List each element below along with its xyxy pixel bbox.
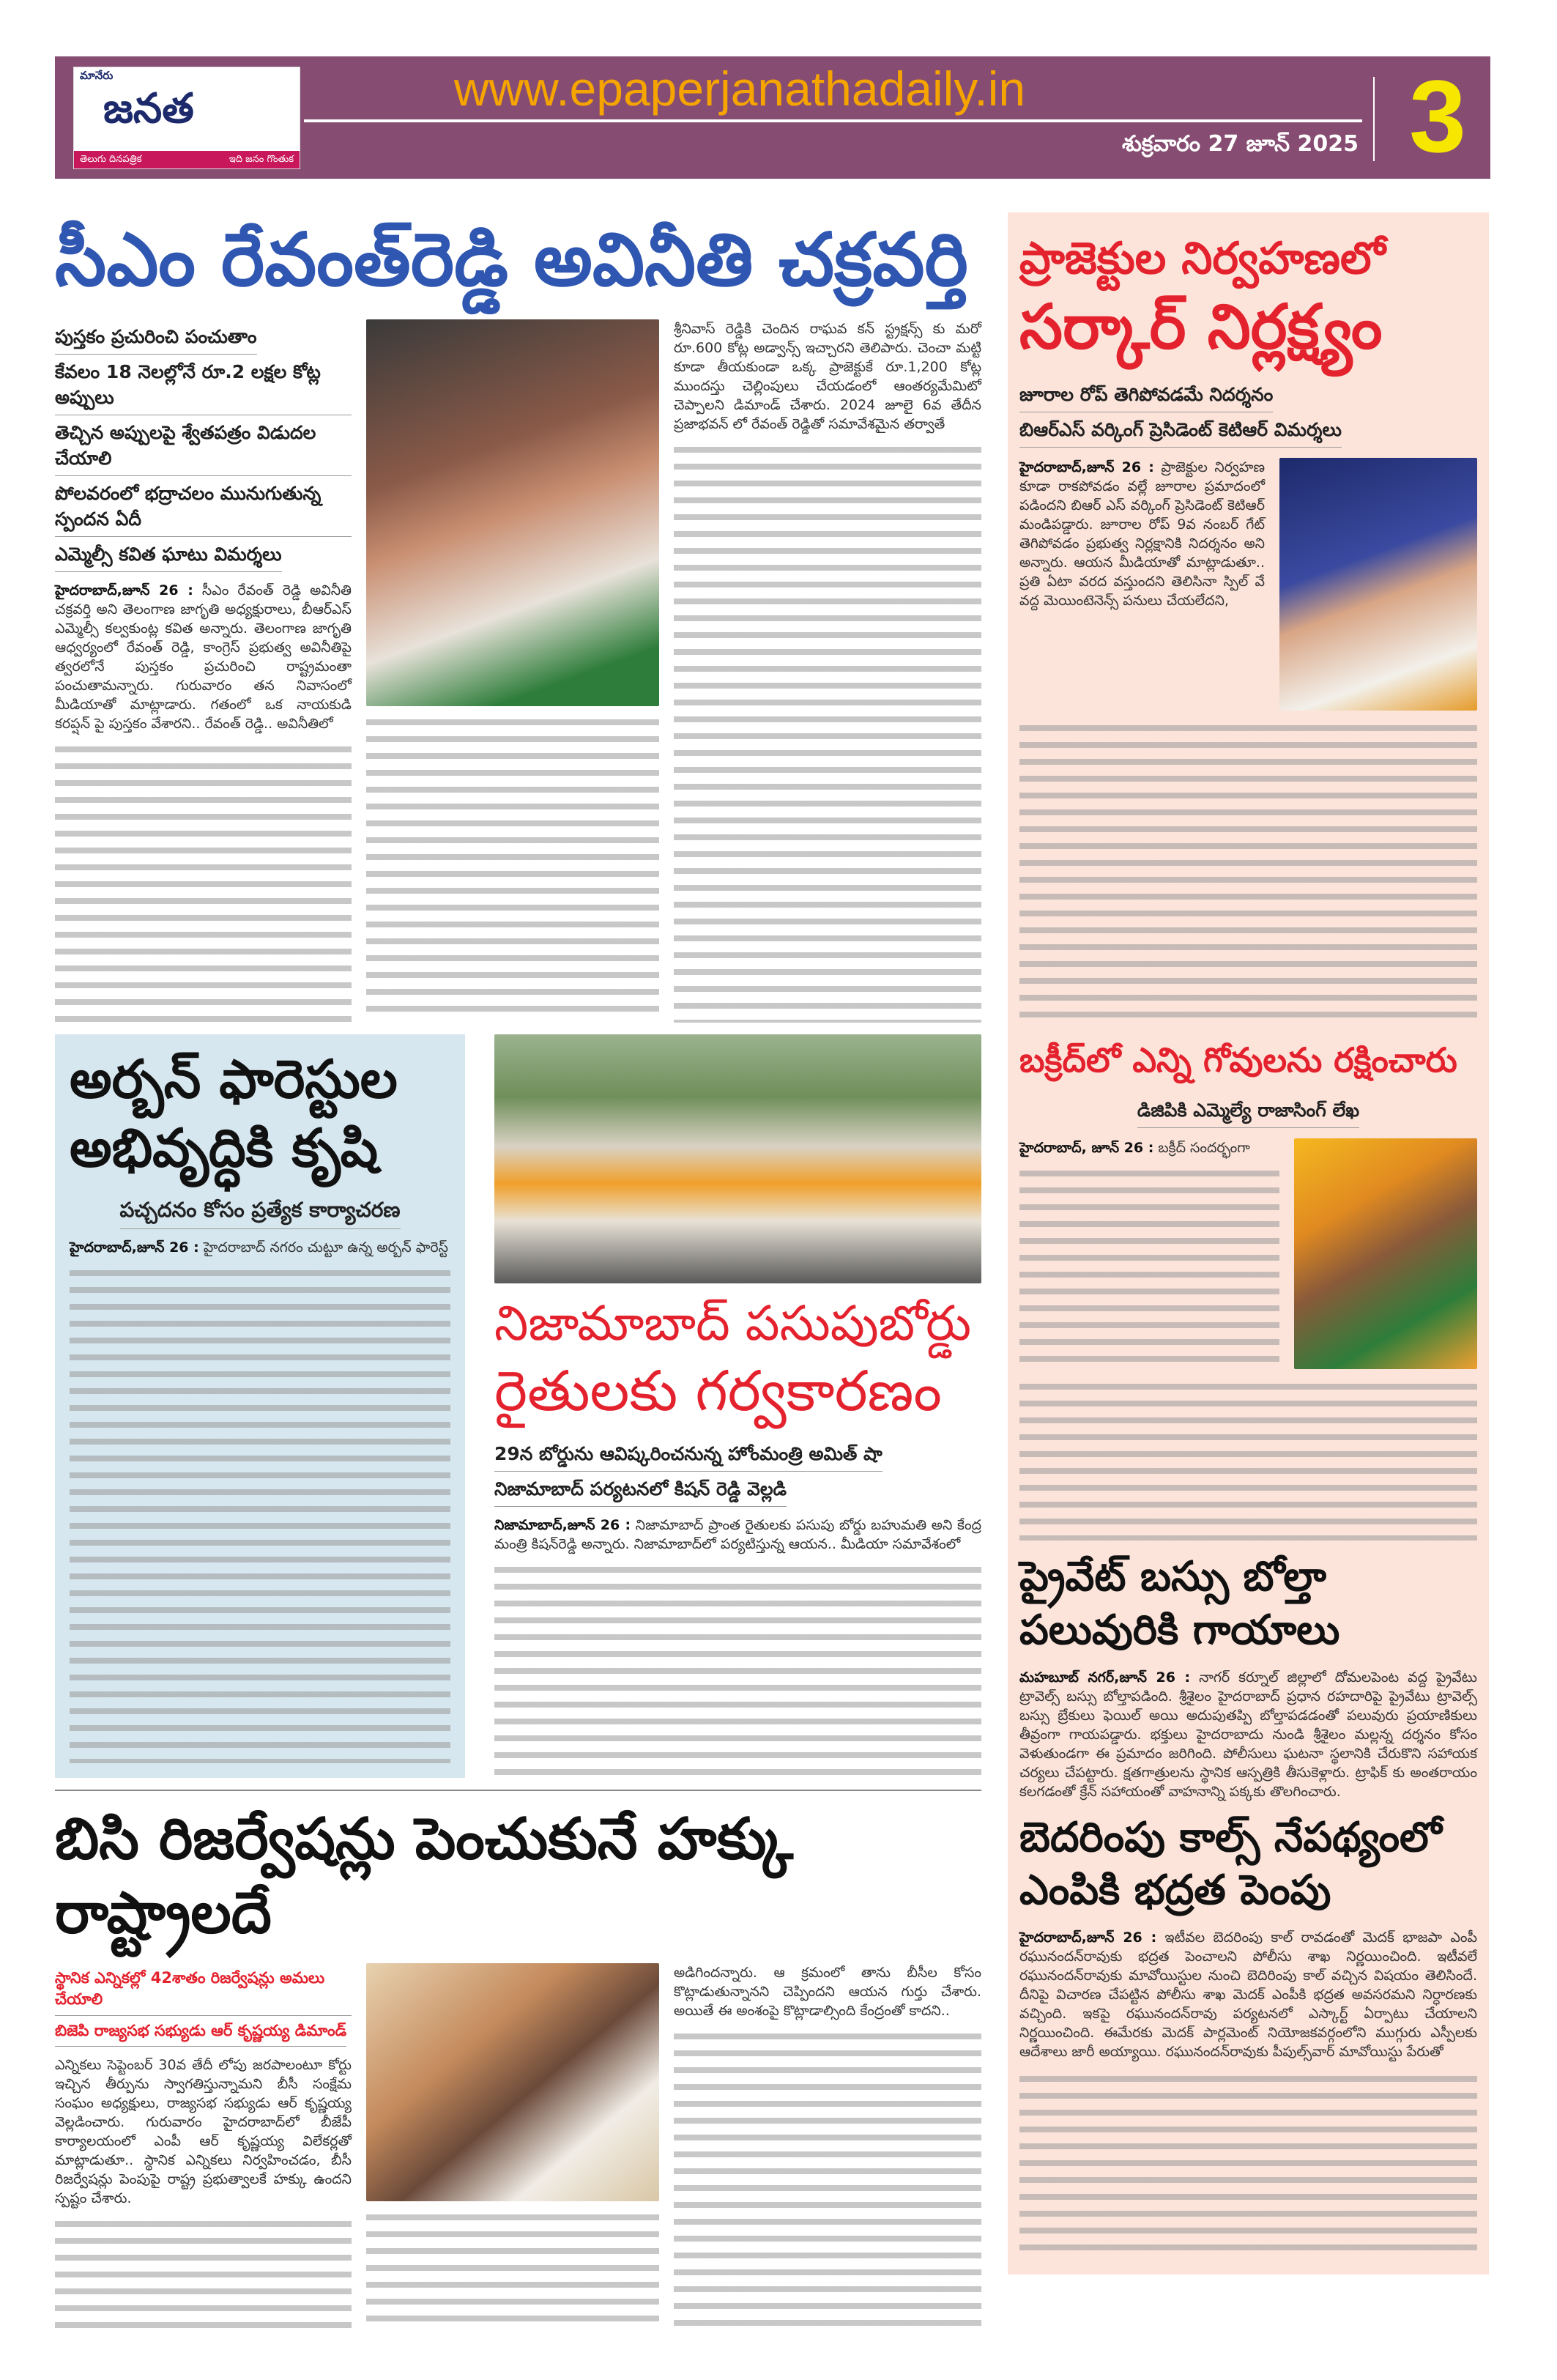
nizamabad-story — [494, 1034, 981, 1778]
website-url[interactable]: www.epaperjanathadaily.in — [453, 62, 1026, 116]
story-text: ప్రాజెక్టుల నిర్వహణ కూడా రాకపోవడం వల్లే జూరాల ప్రమాదంలో పడిందని బిఆర్ ఎస్ వర్కింగ్ ప్రెసిడెంట్ కెటిఆర్ మండిపడ్డారు. జూరాల రోప్ 9వ నంబర్ గేట్ తెగిపోవడం ప్రభుత్వ నిర్లక్షానికి నిదర్శనం అని అన్నారు. ఆయన మీడియాతో మాట్లాడుతూ.. ప్రతి ఏటా వరద వస్తుందని తెలిసినా స్పిల్ వే వద్ద మెయింటెనెన్స్ పనులు చేయలేదని, — [1019, 459, 1266, 609]
subhead: డిజిపికి ఎమ్మెల్యే రాజాసింగ్ లేఖ — [1137, 1093, 1359, 1128]
body-text-column — [1019, 721, 1477, 1028]
main-story-continued: శ్రీనివాస్ రెడ్డికి చెందిన రాఘవ కన్ స్ట్రక్షన్స్ కు మరో రూ.600 కోట్ల అడ్వాన్స్ ఇచ్చారని తెలిపారు. చెంచా మట్టి కూడా తీయకుండా ఒక్క ప్రాజెక్టుకే రూ.1,200 కోట్ల ముందస్తు చెల్లింపులు చేయడంలో ఆంతర్యమేమిటో చెప్పాలని డిమాండ్ చేశారు. 2024 జూలై 6వ తేదీన ప్రజాభవన్ లో రేవంత్ రెడ్డితో సమావేశమైన తర్వాతే — [674, 321, 981, 432]
ktr-subheads — [1019, 377, 1477, 448]
logo-tag-left: తెలుగు దినపత్రిక — [80, 153, 142, 165]
section-divider — [55, 1790, 981, 1791]
main-story-column-2 — [366, 319, 659, 1023]
headline-line: ప్రైవేట్ బస్సు బోల్తా — [1019, 1552, 1327, 1601]
threat-body — [1019, 1928, 1477, 2061]
bc-column-2 — [366, 1963, 659, 2329]
bakrid-body — [1019, 1138, 1477, 1369]
bc-column-1 — [55, 1963, 352, 2329]
body-text-column — [1019, 1379, 1477, 1541]
kavitha-photo — [366, 319, 659, 706]
story-text: నాగర్ కర్నూల్ జిల్లాలో దోమలపెంట వద్ద ప్రైవేటు ట్రావెల్స్ బస్సు బోల్తాపడింది. శ్రీశైలం హైదరాబాద్ ప్రధాన రహదారిపై ప్రైవేటు ట్రావెల్స్ బస్సు బ్రేకులు ఫెయిల్ అయి అదుపుతప్పి బోల్తాపడడంతో పలువురు ప్రయాణికులు తీవ్రంగా గాయపడ్డారు. భక్తులు హైదరాబాదు నుండి శ్రీశైలం మల్లన్న దర్శనం కోసం వెళుతుండగా ఈ ప్రమాదం జరిగింది. పోలీసులు ఘటనా స్థలానికి చేరుకొని సహాయక చర్యలు చేపట్టారు. క్షతగాత్రులను స్థానిక ఆస్పత్రికి తీసుకెళ్లారు. ట్రాఫిక్ కు అంతరాయం కలగడంతో క్రేన్ సహాయంతో వాహనాన్ని పక్కకు తొలగించారు. — [1019, 1669, 1477, 1800]
headline-line: ప్రాజెక్టుల నిర్వహణలో — [1019, 233, 1386, 284]
kishan-reddy-photo — [494, 1034, 981, 1283]
subhead: 29న బోర్డును ఆవిష్కరించనున్న హోంమంత్రి అమిత్ షా — [494, 1436, 882, 1472]
story-text: హైదరాబాద్ నగరం చుట్టూ ఉన్న అర్బన్ ఫారెస్ట్ — [203, 1239, 448, 1256]
right-panel — [1008, 212, 1489, 2275]
headline-line: రైతులకు గర్వకారణం — [494, 1357, 942, 1423]
headline-line: పలువురికి గాయాలు — [1019, 1606, 1340, 1654]
dateline: హైదరాబాద్,జూన్ 26 : — [1019, 1929, 1157, 1946]
ktr-lead — [1019, 458, 1265, 711]
logo-tag-right: ఇది జనం గొంతుక — [228, 153, 294, 165]
main-story-body — [55, 319, 981, 1023]
story-text: సీఎం రేవంత్ రెడ్డి అవినీతి చక్రవర్తి అని తెలంగాణ జాగృతి అధ్యక్షురాలు, బీఆర్ఎస్ ఎమ్మెల్సీ కల్వకుంట్ల కవిత అన్నారు. తెలంగాణ జాగృతి ఆధ్వర్యంలో రేవంత్ రెడ్డి, కాంగ్రెస్ ప్రభుత్వ అవినీతిపై త్వరలోనే పుస్తకం ప్రచురించి రాష్ట్రమంతా పంచుతామన్నారు. గురువారం తన నివాసంలో మీడియాతో మాట్లాడారు. గతంలో ఒక నాయకుడి కరప్షన్ పై పుస్తకం వేశారని.. రేవంత్ రెడ్డి.. అవినీతిలో — [55, 582, 352, 732]
bakrid-text-column — [1019, 1138, 1279, 1369]
logo-prefix: మానేరు — [80, 69, 114, 82]
nizamabad-subheads — [494, 1436, 981, 1507]
header-vertical-divider — [1373, 77, 1375, 161]
subhead: జూరాల రోప్ తెగిపోవడమే నిదర్శనం — [1019, 377, 1273, 412]
headline-line: సర్కార్ నిర్లక్ష్యం — [1019, 291, 1383, 363]
body-text-column — [366, 2210, 659, 2329]
logo-name: జనత — [103, 84, 194, 133]
middle-stories — [55, 1034, 981, 1778]
dateline: మహబూబ్ నగర్,జూన్ 26 : — [1019, 1669, 1191, 1686]
subhead: పోలవరంలో భద్రాచలం మునుగుతున్న స్పందన ఏదీ — [55, 476, 352, 537]
urban-lead — [70, 1238, 450, 1257]
dateline: నిజామాబాద్,జూన్ 26 : — [494, 1516, 631, 1533]
headline-line: నిజామాబాద్ పసుపుబోర్డు — [494, 1295, 972, 1352]
dateline: హైదరాబాద్,జూన్ 26 : — [55, 582, 193, 598]
body-text-column — [366, 715, 659, 1023]
newspaper-logo — [73, 67, 300, 169]
subhead: బిఆర్ఎస్ వర్కింగ్ ప్రెసిడెంట్ కెటిఆర్ విమర్శలు — [1019, 412, 1342, 448]
main-story-lead — [55, 581, 352, 733]
headline-line: బెదరింపు కాల్స్ నేపథ్యంలో — [1019, 1813, 1442, 1861]
body-text-column — [1019, 1166, 1279, 1369]
subhead: నిజామాబాద్ పర్యటనలో కిషన్ రెడ్డి వెల్లడి — [494, 1472, 787, 1507]
bus-headline — [1019, 1551, 1477, 1658]
bc-story-body — [55, 1963, 981, 2329]
bc-subheads — [55, 1963, 352, 2047]
logo-tagline-strip — [74, 151, 300, 168]
bakrid-headline: బక్రీద్‌లో ఎన్ని గోవులను రక్షించారు — [1019, 1040, 1457, 1080]
raja-singh-photo — [1294, 1138, 1477, 1369]
subhead: బిజెపి రాజ్యసభ సభ్యుడు ఆర్ కృష్ణయ్య డిమాండ్ — [55, 2016, 346, 2047]
main-headline: సీఎం రేవంత్‌రెడ్డి అవినీతి చక్రవర్తి — [55, 217, 968, 303]
krishnaiah-photo — [366, 1963, 659, 2201]
bc-headline: బిసి రిజర్వేషన్లు పెంచుకునే హక్కు రాష్ట్రాలదే — [55, 1806, 794, 1947]
story-text: బక్రీద్ సందర్భంగా — [1158, 1139, 1250, 1156]
ktr-body — [1019, 458, 1477, 711]
bc-lead: ఎన్నికలు సెప్టెంబర్ 30వ తేదీ లోపు జరపాలంటూ కోర్టు ఇచ్చిన తీర్పును స్వాగతిస్తున్నామని బీసీ సంక్షేమ సంఘం అధ్యక్షులు, రాజ్యసభ సభ్యుడు ఆర్ కృష్ణయ్య వెల్లడించారు. గురువారం హైదరాబాద్‌లో బీజేపీ కార్యాలయంలో ఎంపీ ఆర్ కృష్ణయ్య విలేకర్లతో మాట్లాడుతూ.. స్థానిక ఎన్నికలు నిర్వహించడం, బీసీ రిజర్వేషన్లు పెంపుపై రాష్ట్ర ప్రభుత్వాలకే హక్కు ఉందని స్పష్టం చేశారు. — [55, 2056, 352, 2206]
subhead: పుస్తకం ప్రచురించి పంచుతాం — [55, 319, 257, 355]
dateline: హైదరాబాద్, జూన్ 26 : — [1019, 1139, 1154, 1156]
nizamabad-lead — [494, 1516, 981, 1554]
headline-line: ఎంపికి భద్రత పెంపు — [1019, 1866, 1331, 1915]
subhead: పచ్చదనం కోసం ప్రత్యేక కార్యాచరణ — [120, 1191, 401, 1229]
body-text-column — [55, 742, 352, 1023]
subhead: తెచ్చిన అప్పులపై శ్వేతపత్రం విడుదల చేయాలి — [55, 415, 352, 476]
bc-continued: అడిగిందన్నారు. ఆ క్రమంలో తాను బీసీల కోసం కొట్లాడుతున్నానని చెప్పిందని ఆయన గుర్తు చేశారు. అయితే ఈ అంశంపై కొట్లాడాల్సింది కేంద్రంతో కాదని.. — [674, 1964, 981, 2019]
body-text-column — [55, 2217, 352, 2329]
subhead: స్థానిక ఎన్నికల్లో 42శాతం రిజర్వేషన్లు అమలు చేయాలి — [55, 1963, 352, 2016]
ktr-headline — [1019, 230, 1477, 367]
urban-headline: అర్బన్ ఫారెస్టుల అభివృద్ధికి కృషి — [70, 1048, 398, 1179]
dateline: హైదరాబాద్,జూన్ 26 : — [70, 1239, 199, 1256]
body-text-column — [1019, 2072, 1477, 2257]
story-text: నిజామాబాద్ ప్రాంత రైతులకు పసుపు బోర్డు బహుమతి అని కేంద్ర మంత్రి కిషన్‌రెడ్డి అన్నారు. నిజామాబాద్‌లో పర్యటిస్తున్న ఆయన.. మీడియా సమావేశంలో — [494, 1516, 981, 1552]
body-text-column — [70, 1266, 450, 1763]
threat-headline — [1019, 1812, 1477, 1919]
subhead: కేవలం 18 నెలల్లోనే రూ.2 లక్షల కోట్ల అప్పులు — [55, 355, 352, 415]
urban-forest-story — [55, 1034, 465, 1778]
body-text-column — [674, 442, 981, 1023]
page-content — [55, 212, 1489, 2329]
left-news-area — [55, 212, 981, 2329]
subhead: ఎమ్మెల్సీ కవిత ఘాటు విమర్శలు — [55, 537, 282, 572]
main-story-column-3 — [674, 319, 981, 1023]
masthead — [55, 56, 1490, 179]
body-text-column — [674, 2029, 981, 2329]
story-text: ఇటీవల బెదరింపు కాల్ రావడంతో మెదక్ భాజపా ఎంపీ రఘునందన్‌రావుకు భద్రత పెంచాలని పోలీసు శాఖ నిర్ణయించింది. ఇటీవలే రఘునందన్‌రావుకు మావోయిస్టుల నుంచి బెదిరింపు కాల్ వచ్చిన విషయం తెలిసిందే. దీనిపై విచారణ చేపట్టిన పోలీసు శాఖ మెదక్ ఎంపీకి భద్రత అవసరమని నిర్ధారణకు వచ్చింది. ఇకపై రఘునందన్‌రావు పర్యటనలో ఎస్కార్ట్ ఏర్పాటు చేయాలని నిర్ణయించింది. ఈమేరకు మెదక్ పార్లమెంట్ నియోజకవర్గంలోని ముగ్గురు ఎస్పీలకు ఆదేశాలు జారీ అయ్యాయి. రఘునందన్‌రావుకు పీపుల్స్‌వార్ మావోయిస్టు పేరుతో — [1019, 1929, 1477, 2061]
bakrid-lead — [1019, 1138, 1279, 1157]
bus-body — [1019, 1668, 1477, 1801]
dateline: హైదరాబాద్,జూన్ 26 : — [1019, 459, 1154, 476]
issue-date: శుక్రవారం 27 జూన్ 2025 — [1122, 131, 1359, 157]
main-subheads — [55, 319, 352, 572]
bc-column-3 — [674, 1963, 981, 2329]
page-number: 3 — [1409, 59, 1466, 174]
ktr-photo — [1279, 458, 1477, 711]
header-divider — [304, 119, 1362, 122]
main-story-column-1 — [55, 319, 352, 1023]
nizamabad-headline — [494, 1292, 981, 1428]
body-text-column — [494, 1562, 981, 1778]
